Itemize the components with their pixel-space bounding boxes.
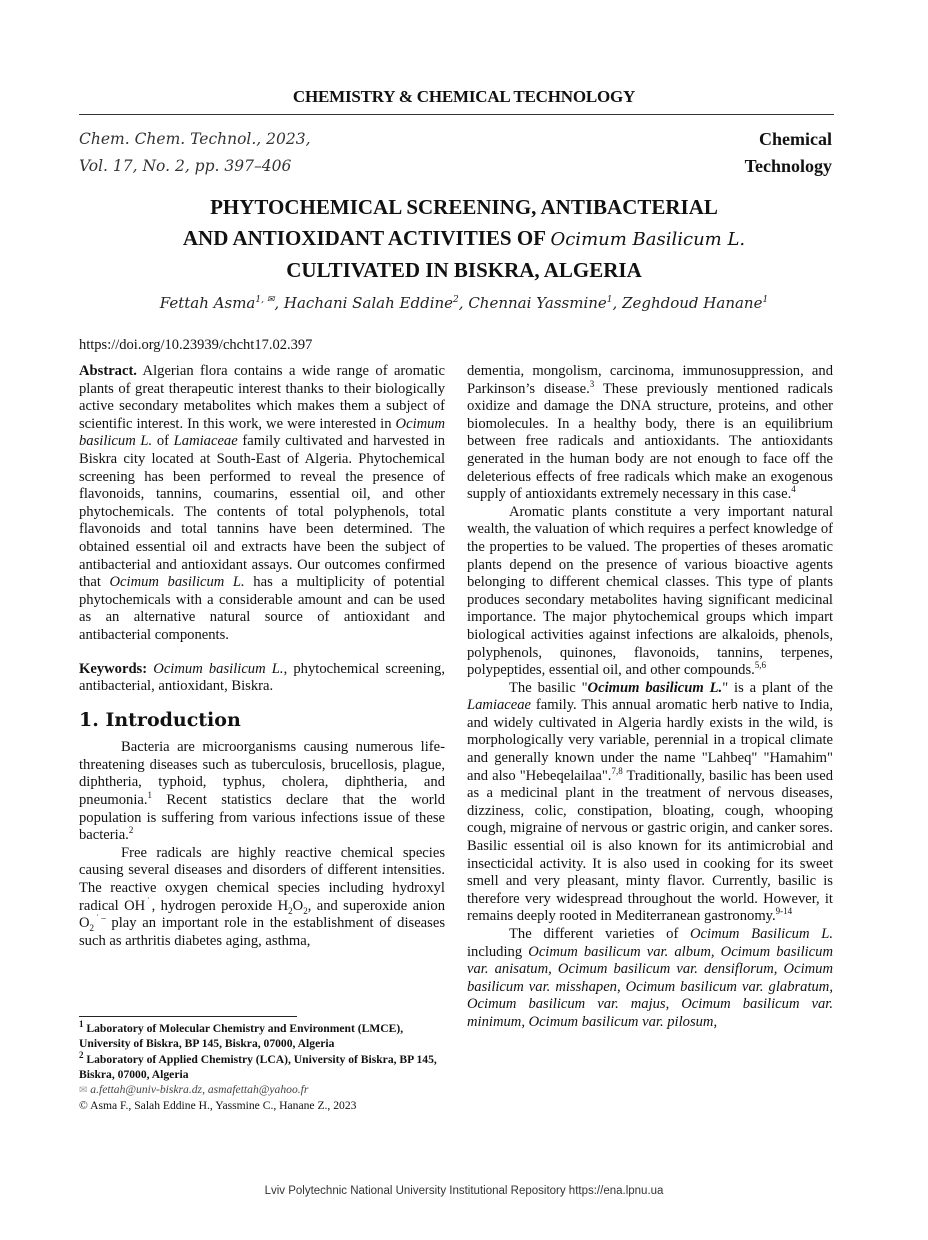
title-line-2 — [0, 223, 928, 255]
text-run: , and superoxide anion O — [79, 897, 446, 932]
citation-line-1: Chem. Chem. Technol., 2023, — [79, 130, 311, 148]
text-run: Traditionally, basilic has been used as a medicinal plant in the treatment of nervous diseases, dizziness, colic, constipation, bloating, cough, whooping cough, migraine of nervous or gastric origin, and canker sores. Basilic essential oil is also known for its antimicrobial and insecticidal activity. It is also used in cooking for its sweet smell and very pleasant, minty flavor. Currently, basilic is therefore very widespread throughout the world. However, it remains deeply rooted in Mediterranean gastronomy. — [467, 767, 834, 925]
text-run: Abstract. — [79, 363, 137, 379]
repository-footer: Lviv Polytechnic National University Institutional Repository https://ena.lpnu.ua — [264, 1185, 664, 1197]
footnote-1 — [79, 1021, 445, 1052]
text-run: , Zeghdoud Hanane — [612, 294, 763, 312]
journal-name: CHEMISTRY & CHEMICAL TECHNOLOGY — [292, 87, 636, 106]
superscript: 1 — [762, 295, 769, 305]
text-run: Ocimum basilicum L. — [587, 679, 723, 696]
section-line-2: Technology — [744, 156, 832, 176]
doi-link[interactable]: https://doi.org/10.23939/chcht17.02.397 — [79, 337, 313, 353]
text-run: including — [467, 943, 529, 960]
footnote-text: Laboratory of Applied Chemistry (LCA), University of Biskra, BP 145, Biskra, 07000, Algeria — [79, 1052, 437, 1081]
section-heading: 1. Introduction — [79, 708, 241, 731]
copyright: © Asma F., Salah Eddine H., Yassmine C., Hanane Z., 2023 — [79, 1099, 357, 1113]
paragraph — [467, 680, 833, 926]
superscript: 2 — [128, 825, 134, 836]
text-run: has a multiplicity of potential phytochemicals with a considerable amount and can be used as an alternative natural source of antioxidant and antibacterial components. — [79, 574, 445, 643]
superscript: 7,8 — [611, 765, 623, 776]
footnote-rule — [79, 1016, 297, 1017]
text-run: Algerian flora contains a wide range of aromatic plants of great therapeutic interest thanks to their biologically active secondary metabolites which makes them a subject of scientific interest. In this work, we were interested in — [79, 363, 445, 432]
text-run: These previously mentioned radicals oxidize and damage the DNA structure, proteins, and other biomolecules. In a healthy body, there is an equilibrium between free radicals and antioxidants. The antioxidants generated in the human body are not enough to face off the deleterious effects of free radicals which make an exogenous supply of antioxidants extremely necessary in this case. — [467, 380, 833, 503]
citation — [79, 126, 311, 180]
superscript: ˙ — [145, 895, 152, 906]
text-run: dementia, mongolism, carcinoma, immunosuppression, and Parkinson’s disease. — [467, 363, 833, 397]
section-label — [745, 126, 832, 180]
paragraph — [467, 363, 833, 504]
envelope-icon: ✉ — [79, 1085, 88, 1097]
superscript: 5,6 — [754, 660, 767, 671]
superscript: 1, ✉ — [255, 295, 275, 305]
text-run: play an important role in the establishment of diseases such as arthritis diabetes aging, asthma, — [79, 915, 445, 949]
superscript: 4 — [791, 484, 796, 495]
superscript: 3 — [589, 378, 595, 389]
text-run: Lamiaceae — [173, 433, 238, 450]
text-run: Ocimum basilicum var. album, Ocimum basilicum var. anisatum, Ocimum basilicum var. densiflorum, Ocimum basilicum var. misshapen, Ocimum basilicum var. glabratum, Ocimum basilicum var. majus, Ocimum basilicum var. minimum, Ocimum basilicum var. pilosum, — [467, 943, 833, 1030]
abstract — [79, 363, 445, 645]
footnote-2 — [79, 1049, 445, 1083]
text-run: , Chennai Yassmine — [458, 294, 607, 312]
paragraph — [467, 926, 833, 1032]
text-run: O — [292, 897, 304, 914]
text-run: Ocimum basilicum L. — [109, 574, 245, 591]
subscript: 2 — [89, 923, 95, 934]
text-run: Ocimum basilicum L. — [153, 660, 284, 677]
section-line-1: Chemical — [759, 129, 832, 149]
footnote-text: Laboratory of Molecular Chemistry and Environment (LMCE), University of Biskra, BP 145, Biskra, 07000, Algeria — [79, 1022, 404, 1051]
superscript: 2 — [453, 295, 459, 305]
text-run: Recent statistics declare that the world population is suffering from various infections issue of these bacteria. — [79, 792, 445, 844]
authors — [0, 294, 928, 312]
text-run: Fettah Asma — [159, 294, 256, 312]
footnote-mark: 1 — [79, 1019, 84, 1030]
text-run: , hydrogen peroxide H — [151, 897, 289, 914]
text-run: Keywords: — [79, 660, 148, 677]
email-text[interactable]: a.fettah@univ-biskra.dz, asmafettah@yahoo.fr — [87, 1083, 309, 1097]
text-run: family cultivated and harvested in Biskra city located at South-East of Algeria. Phytochemical screening has been performed to reveal the presence of flavonoids, tannins, coumarins, essential oil, and other phytochemicals. The contents of total polyphenols, total flavonoids and total tannins have been determined. The obtained essential oil and extracts have been the subject of antibacterial and antioxidant assays. Our outcomes confirmed that — [79, 433, 445, 591]
subscript: 2 — [288, 905, 293, 916]
text-run: The basilic " — [509, 679, 588, 696]
superscript: 1 — [147, 790, 152, 801]
text-run: Aromatic plants constitute a very important natural wealth, the valuation of which requires a perfect knowledge of the properties to be valued. The properties of theses aromatic plants depend on the presence of various bioactive agents belonging to different chemical classes. This type of plants produces secondary metabolites having significant medicinal importance. The major phytochemical groups which impart biological activities against infections are alkaloids, phenols, polyphenols, quinones, flavonoids, tannins, terpenes, polypeptides, essential oil, and other compounds. — [467, 503, 833, 679]
superscript: 1 — [606, 295, 613, 305]
left-column — [79, 363, 445, 950]
text-run: Free radicals are highly reactive chemical species causing several diseases and disorders of different intensities. The reactive oxygen chemical species including hydroxyl radical OH — [79, 844, 445, 914]
keywords — [79, 661, 445, 696]
right-column — [467, 363, 833, 1032]
text-run: , Hachani Salah Eddine — [274, 294, 454, 312]
footnotes — [79, 1021, 445, 1114]
paragraph — [79, 739, 445, 845]
text-run: Ocimum basilicum L. — [79, 415, 445, 450]
citation-line-2: Vol. 17, No. 2, pp. 397–406 — [79, 157, 292, 175]
text-run: family. This annual aromatic herb native to India, and widely cultivated in Algeria hardly exists in the wild, is morphologically very variable, perennial in a tropical climate and generally known under the name "Lahbeq" "Hamahim" and also "Hebeqelailaa". — [467, 697, 833, 784]
text-run: " is a plant of the — [722, 679, 834, 696]
text-run: of — [152, 433, 174, 450]
text-run: , phytochemical screening, antibacterial, antioxidant, Biskra. — [79, 660, 446, 695]
text-run: Ocimum Basilicum L. — [690, 926, 833, 942]
title-species: Ocimum Basilicum L. — [550, 229, 746, 250]
paragraph — [467, 504, 833, 680]
title-line-3: CULTIVATED IN BISKRA, ALGERIA — [286, 258, 642, 282]
paragraph — [79, 845, 445, 951]
title-line-2-text: AND ANTIOXIDANT ACTIVITIES OF — [182, 226, 551, 250]
text-run: The different varieties of — [509, 926, 691, 942]
superscript: 9-14 — [775, 906, 793, 917]
paper-title — [0, 192, 928, 286]
footnote-mark: 2 — [79, 1049, 84, 1060]
header-rule — [79, 114, 834, 115]
footnote-email — [79, 1082, 445, 1098]
title-line-1: PHYTOCHEMICAL SCREENING, ANTIBACTERIAL — [210, 195, 718, 219]
superscript: ˙– — [94, 913, 106, 924]
subscript: 2 — [303, 905, 308, 916]
text-run: Bacteria are microorganisms causing numerous life-threatening diseases such as tuberculosis, brucellosis, plague, diphtheria, typhoid, typhus, cholera, diphtheria, and pneumonia. — [79, 739, 445, 809]
text-run: Lamiaceae — [467, 697, 532, 714]
